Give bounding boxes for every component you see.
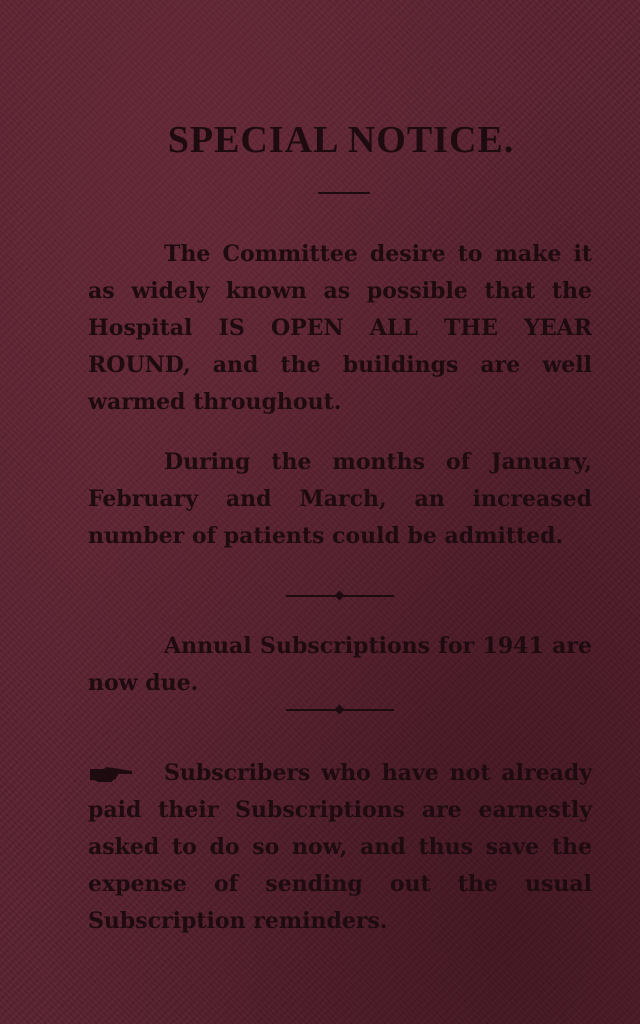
paragraph-winter-admissions (88, 444, 592, 555)
paragraph-winter-admissions-text: During the months of January, February and March, an increased number of patients could be admitted. (88, 449, 592, 549)
paragraph-subscriptions-due (88, 628, 592, 702)
pointing-hand-icon (88, 765, 164, 783)
paragraph-open-all-year (88, 236, 592, 421)
paragraph-open-all-year-text: The Committee desire to make it as widely known as possible that the Hospital IS OPEN ALL THE YEAR ROUND, and the buildings are well warmed throughout. (88, 241, 592, 415)
paragraph-subscriptions-due-text: Annual Subscriptions for 1941 are now due. (88, 633, 592, 696)
ornamental-divider (286, 704, 394, 716)
notice-title: SPECIAL NOTICE. (167, 119, 515, 161)
paragraph-subscriber-request (88, 755, 592, 940)
title-divider (318, 192, 370, 194)
ornamental-divider (286, 590, 394, 602)
paragraph-subscriber-request-text: Subscribers who have not already paid their Subscriptions are earnestly asked to do so now, and thus save the expense of sending out the usual Subscription reminders. (88, 760, 592, 934)
